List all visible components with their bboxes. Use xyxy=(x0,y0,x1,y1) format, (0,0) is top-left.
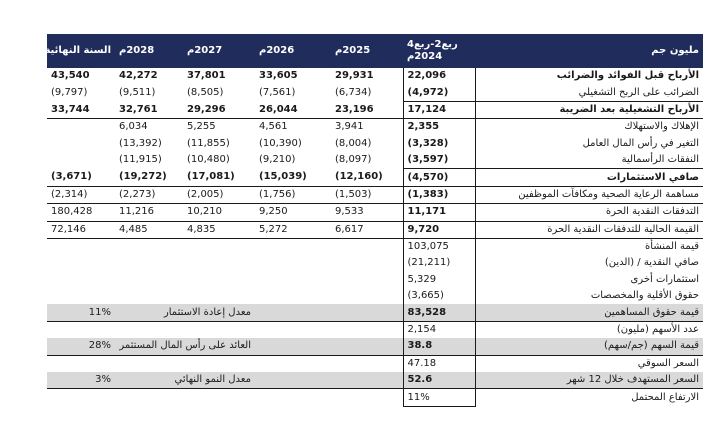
cell-value xyxy=(47,119,115,136)
cell-value: 4,561 xyxy=(259,121,288,133)
row-label: صافي النقدية / (الدين) xyxy=(604,257,699,269)
cell-value: (6,734) xyxy=(335,86,372,98)
table-row xyxy=(47,169,703,186)
cell-value: 32,761 xyxy=(115,101,183,118)
row-label: حقوق الأقلية والمخصصات xyxy=(590,290,699,302)
row-label: الضرائب على الربح التشغيلي xyxy=(578,86,699,98)
row-label: القيمة الحالية للتدفقات النقدية الحرة xyxy=(475,221,703,238)
header-unit-label: مليون جم xyxy=(475,34,703,68)
header-col-2027: 2027م xyxy=(183,34,255,68)
cell-value: (2,314) xyxy=(47,186,115,203)
cell-value: 22,096 xyxy=(403,68,475,84)
table-row xyxy=(47,68,703,84)
cell-value: (2,273) xyxy=(115,186,183,203)
cell-value: 5,255 xyxy=(187,121,216,133)
cell-value: 47.18 xyxy=(403,355,475,372)
table-row xyxy=(47,186,703,203)
row-label: الأرباح التشغيلية بعد الضريبة xyxy=(475,101,703,118)
cell-value: 29,931 xyxy=(335,70,374,82)
row-label: قيمة السهم (جم/سهم) xyxy=(475,338,703,355)
assumption-value: 28% xyxy=(47,338,115,355)
table-row xyxy=(47,288,703,304)
cell-value: (3,597) xyxy=(403,152,475,169)
cell-value: 6,034 xyxy=(119,121,148,133)
cell-value: (3,665) xyxy=(403,288,475,304)
cell-value: (9,797) xyxy=(51,86,88,98)
cell-value: 103,075 xyxy=(403,238,475,255)
cell-value: 9,533 xyxy=(331,204,403,221)
header-col-2025: 2025م xyxy=(331,34,403,68)
dcf-valuation-table xyxy=(44,34,703,407)
cell-value: (13,392) xyxy=(119,137,162,149)
cell-value: (8,097) xyxy=(335,154,372,166)
cell-value: (12,160) xyxy=(331,169,403,186)
cell-value: 4,835 xyxy=(183,221,255,238)
table-row xyxy=(47,84,703,101)
header-col-terminal-year: السنة النهائية xyxy=(47,34,115,68)
table-row xyxy=(47,255,703,271)
table-row xyxy=(47,372,703,389)
cell-value: 3,941 xyxy=(335,121,364,133)
cell-value: (11,915) xyxy=(119,154,162,166)
cell-value: 72,146 xyxy=(47,221,115,238)
row-label: الإهلاك والاستهلاك xyxy=(624,121,699,133)
cell-value: (15,039) xyxy=(255,169,331,186)
cell-value xyxy=(47,152,115,169)
cell-value: 17,124 xyxy=(403,101,475,118)
cell-value: 38.8 xyxy=(403,338,475,355)
cell-value: (10,390) xyxy=(259,137,302,149)
cell-value: (4,570) xyxy=(403,169,475,186)
table-row xyxy=(47,321,703,338)
cell-value: 23,196 xyxy=(331,101,403,118)
cell-value: (2,005) xyxy=(183,186,255,203)
cell-value: (9,511) xyxy=(119,86,156,98)
row-label: صافي الاستثمارات xyxy=(475,169,703,186)
cell-value: 5,329 xyxy=(403,272,475,288)
cell-value: (21,211) xyxy=(403,255,475,271)
assumption-value: 3% xyxy=(47,372,115,389)
cell-value: 11,171 xyxy=(403,204,475,221)
table-row xyxy=(47,238,703,255)
cell-value: 180,428 xyxy=(47,204,115,221)
cell-value: (8,004) xyxy=(335,137,372,149)
row-label: مساهمة الرعاية الصحية ومكافآت الموظفين xyxy=(475,186,703,203)
row-label: التغير في رأس المال العامل xyxy=(582,137,699,149)
row-label: التدفقات النقدية الحرة xyxy=(475,204,703,221)
header-col-q2-q4-2024: ربع2-ربع4 2024م xyxy=(403,34,475,68)
row-label: الأرباح قبل الفوائد والضرائب xyxy=(556,70,699,82)
cell-value: 4,485 xyxy=(115,221,183,238)
header-col-2028: 2028م xyxy=(115,34,183,68)
assumption-label: معدل النمو النهائي xyxy=(183,372,255,389)
cell-value: 9,720 xyxy=(403,221,475,238)
cell-value: 26,044 xyxy=(255,101,331,118)
cell-value: 11% xyxy=(403,389,475,406)
cell-value: (17,081) xyxy=(183,169,255,186)
cell-value: 33,744 xyxy=(47,101,115,118)
cell-value: (19,272) xyxy=(115,169,183,186)
cell-value: 5,272 xyxy=(255,221,331,238)
cell-value: (1,503) xyxy=(331,186,403,203)
table-row xyxy=(47,389,703,406)
table-row xyxy=(47,338,703,355)
cell-value: 9,250 xyxy=(255,204,331,221)
row-label: قيمة المنشأة xyxy=(645,241,699,253)
table-row xyxy=(47,119,703,136)
cell-value: (7,561) xyxy=(259,86,296,98)
cell-value: 29,296 xyxy=(183,101,255,118)
cell-value: (4,972) xyxy=(403,84,475,101)
table-row xyxy=(47,221,703,238)
row-label: عدد الأسهم (مليون) xyxy=(616,324,699,336)
assumption-label: العائد على رأس المال المستثمر xyxy=(183,338,255,355)
cell-value: 37,801 xyxy=(187,70,226,82)
row-label: السعر المستهدف خلال 12 شهر xyxy=(475,372,703,389)
row-label: الارتفاع المحتمل xyxy=(631,391,699,403)
table-row xyxy=(47,152,703,169)
row-label: النفقات الرأسمالية xyxy=(621,154,699,166)
row-label: قيمة حقوق المساهمين xyxy=(475,304,703,321)
cell-value xyxy=(47,136,115,152)
table-row xyxy=(47,136,703,152)
assumption-value: 11% xyxy=(47,304,115,321)
cell-value: (1,756) xyxy=(255,186,331,203)
cell-value: 33,605 xyxy=(259,70,298,82)
cell-value: 42,272 xyxy=(119,70,158,82)
table-row xyxy=(47,355,703,372)
cell-value: 83,528 xyxy=(403,304,475,321)
row-label: استثمارات أخرى xyxy=(630,273,699,285)
cell-value: 11,216 xyxy=(115,204,183,221)
header-col-2026: 2026م xyxy=(255,34,331,68)
cell-value: (3,671) xyxy=(47,169,115,186)
cell-value: (3,328) xyxy=(403,136,475,152)
cell-value: 52.6 xyxy=(403,372,475,389)
cell-value: (11,855) xyxy=(187,137,230,149)
cell-value: 2,154 xyxy=(403,321,475,338)
row-label: السعر السوقي xyxy=(637,357,699,369)
table-row xyxy=(47,101,703,118)
cell-value: 2,355 xyxy=(403,119,475,136)
table-row xyxy=(47,272,703,288)
table-header xyxy=(47,34,703,68)
cell-value: (1,383) xyxy=(403,186,475,203)
cell-value: (9,210) xyxy=(259,154,296,166)
cell-value: (8,505) xyxy=(187,86,224,98)
cell-value: 43,540 xyxy=(51,70,90,82)
table-row xyxy=(47,204,703,221)
cell-value: 10,210 xyxy=(183,204,255,221)
cell-value: 6,617 xyxy=(331,221,403,238)
table-row xyxy=(47,304,703,321)
assumption-label: معدل إعادة الاستثمار xyxy=(183,304,255,321)
cell-value: (10,480) xyxy=(187,154,230,166)
